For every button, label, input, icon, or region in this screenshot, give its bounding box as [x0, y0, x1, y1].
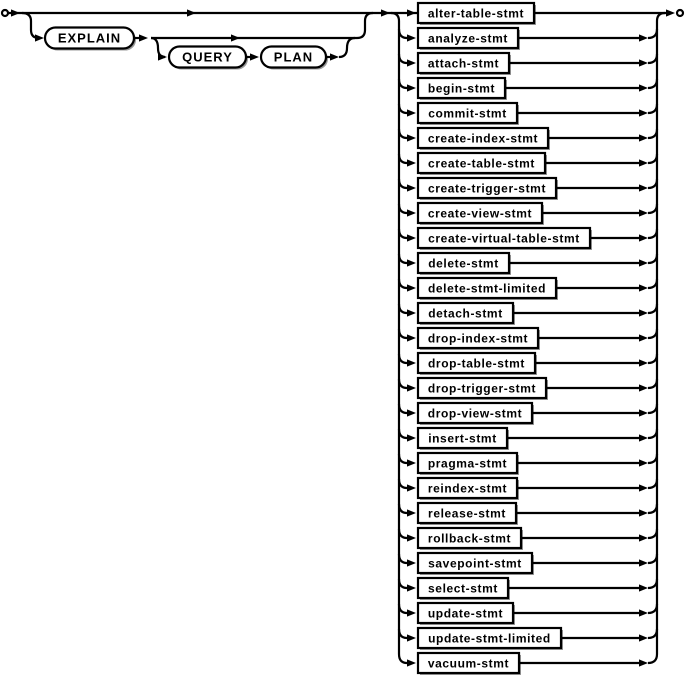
arrow-icon [407, 34, 416, 41]
row-merge-line [648, 229, 657, 238]
nonterminal-label[interactable]: pragma-stmt [427, 456, 508, 471]
row-merge-line [648, 354, 657, 363]
row-branch-line [399, 304, 407, 313]
arrow-icon [407, 609, 416, 616]
nonterminal-drop-trigger-stmt[interactable] [418, 378, 548, 400]
row-merge-line [648, 504, 657, 513]
row-branch-line [399, 529, 407, 538]
nonterminal-label[interactable]: update-stmt [427, 606, 504, 621]
nonterminal-label[interactable]: vacuum-stmt [427, 656, 510, 671]
arrow-icon [381, 9, 390, 16]
terminal-label-query: QUERY [182, 49, 233, 65]
terminal-query [169, 47, 248, 70]
arrow-icon [639, 384, 648, 391]
terminal-plan [261, 47, 328, 70]
nonterminal-label[interactable]: commit-stmt [428, 106, 507, 121]
row-branch-line [399, 429, 407, 438]
terminal-explain [45, 28, 136, 51]
row-merge-line [648, 554, 657, 563]
row-merge-line [648, 79, 657, 88]
nonterminal-alter-table-stmt[interactable] [418, 3, 536, 25]
nonterminal-label[interactable]: savepoint-stmt [428, 556, 522, 571]
nonterminal-update-stmt[interactable] [418, 603, 515, 625]
row-branch-line [399, 654, 407, 663]
arrow-icon [407, 484, 416, 491]
arrow-icon [407, 309, 416, 316]
nonterminal-label[interactable]: analyze-stmt [428, 31, 508, 46]
row-merge-line [648, 129, 657, 138]
row-branch-line [399, 279, 407, 288]
arrow-icon [407, 659, 416, 666]
arrow-icon [639, 59, 648, 66]
nonterminal-attach-stmt[interactable] [418, 53, 511, 75]
arrow-icon [639, 184, 648, 191]
row-merge-line [648, 529, 657, 538]
right-collector-corner [657, 13, 665, 21]
arrow-icon [639, 359, 648, 366]
nonterminal-delete-stmt[interactable] [418, 253, 511, 275]
row-branch-line [399, 129, 407, 138]
row-branch-line [399, 229, 407, 238]
terminal-label-plan: PLAN [273, 49, 314, 65]
nonterminal-commit-stmt[interactable] [418, 103, 519, 125]
nonterminal-label[interactable]: drop-table-stmt [428, 356, 525, 371]
row-merge-line [648, 104, 657, 113]
nonterminal-label[interactable]: begin-stmt [427, 81, 496, 96]
row-branch-line [399, 354, 407, 363]
row-merge-line [648, 154, 657, 163]
arrow-icon [407, 284, 416, 291]
row-branch-line [399, 579, 407, 588]
arrow-icon [407, 334, 416, 341]
arrow-icon [407, 434, 416, 441]
arrow-icon [639, 309, 648, 316]
arrow-icon [407, 159, 416, 166]
arrow-icon [139, 34, 148, 41]
arrow-icon [639, 259, 648, 266]
row-branch-line [399, 54, 407, 63]
row-branch-line [399, 204, 407, 213]
arrow-icon [639, 34, 648, 41]
arrow-icon [11, 9, 20, 16]
row-branch-line [399, 404, 407, 413]
nonterminal-label[interactable]: create-virtual-table-stmt [428, 231, 580, 246]
arrow-icon [407, 459, 416, 466]
nonterminal-pragma-stmt[interactable] [418, 453, 519, 475]
row-branch-line [399, 454, 407, 463]
nonterminal-label[interactable]: detach-stmt [428, 306, 503, 321]
start-terminal-icon [2, 10, 8, 16]
explain-branch-line [22, 13, 39, 38]
arrow-icon [639, 159, 648, 166]
end-terminal-icon [677, 10, 683, 16]
row-merge-line [648, 629, 657, 638]
row-branch-line [399, 154, 407, 163]
arrow-icon [407, 234, 416, 241]
nonterminal-label[interactable]: reindex-stmt [427, 481, 508, 496]
nonterminal-create-index-stmt[interactable] [418, 128, 550, 150]
arrow-icon [639, 459, 648, 466]
arrow-icon [407, 534, 416, 541]
arrow-icon [407, 509, 416, 516]
row-merge-line [648, 304, 657, 313]
arrow-icon [407, 84, 416, 91]
row-branch-line [399, 79, 407, 88]
row-branch-line [399, 629, 407, 638]
row-branch-line [399, 479, 407, 488]
nonterminal-create-view-stmt[interactable] [418, 203, 544, 225]
arrow-icon [407, 9, 416, 16]
row-merge-line [648, 429, 657, 438]
nonterminal-label[interactable]: rollback-stmt [427, 531, 512, 546]
arrow-icon [407, 59, 416, 66]
nonterminal-label[interactable]: drop-trigger-stmt [427, 381, 537, 396]
nonterminal-select-stmt[interactable] [418, 578, 510, 600]
nonterminal-label[interactable]: create-table-stmt [428, 156, 535, 171]
arrow-icon [407, 584, 416, 591]
arrow-icon [231, 34, 240, 41]
nonterminal-drop-view-stmt[interactable] [418, 403, 534, 425]
row-branch-line [399, 329, 407, 338]
arrow-icon [639, 109, 648, 116]
arrow-icon [639, 609, 648, 616]
row-branch-line [399, 254, 407, 263]
arrow-icon [250, 53, 259, 60]
arrow-icon [639, 484, 648, 491]
nonterminal-rollback-stmt[interactable] [418, 528, 523, 550]
arrow-icon [407, 409, 416, 416]
nonterminal-vacuum-stmt[interactable] [418, 653, 521, 675]
nonterminal-label[interactable]: drop-index-stmt [427, 331, 529, 346]
row-merge-line [648, 579, 657, 588]
row-branch-line [399, 554, 407, 563]
row-merge-line [648, 54, 657, 63]
nonterminal-delete-stmt-limited[interactable] [418, 278, 558, 300]
nonterminal-label[interactable]: create-view-stmt [427, 206, 533, 221]
arrow-icon [407, 209, 416, 216]
nonterminal-create-virtual-table-stmt[interactable] [418, 228, 592, 250]
nonterminal-release-stmt[interactable] [418, 503, 518, 525]
arrow-icon [187, 9, 196, 16]
row-merge-line [648, 329, 657, 338]
nonterminal-detach-stmt[interactable] [418, 303, 515, 325]
row-merge-line [648, 279, 657, 288]
row-merge-line [648, 379, 657, 388]
row-branch-line [399, 604, 407, 613]
row-branch-line [399, 104, 407, 113]
nonterminal-label[interactable]: release-stmt [428, 506, 506, 521]
nonterminal-reindex-stmt[interactable] [418, 478, 519, 500]
arrow-icon [639, 559, 648, 566]
arrow-icon [330, 53, 339, 60]
arrow-icon [35, 34, 44, 41]
arrow-icon [407, 559, 416, 566]
row-merge-line [648, 604, 657, 613]
arrow-icon [639, 334, 648, 341]
arrow-icon [407, 109, 416, 116]
arrow-icon [639, 84, 648, 91]
row-merge-line [648, 254, 657, 263]
nonterminal-create-trigger-stmt[interactable] [418, 178, 558, 200]
row-merge-line [648, 204, 657, 213]
nonterminal-begin-stmt[interactable] [418, 78, 507, 100]
nonterminal-label[interactable]: update-stmt-limited [428, 631, 551, 646]
arrow-icon [639, 134, 648, 141]
nonterminal-label[interactable]: drop-view-stmt [427, 406, 523, 421]
row-merge-line [648, 454, 657, 463]
nonterminal-drop-table-stmt[interactable] [418, 353, 537, 375]
arrow-icon [639, 409, 648, 416]
arrow-icon [666, 9, 675, 16]
arrow-icon [639, 234, 648, 241]
arrow-icon [639, 509, 648, 516]
nonterminal-drop-index-stmt[interactable] [418, 328, 540, 350]
arrow-icon [639, 209, 648, 216]
arrow-icon [639, 284, 648, 291]
row-branch-line [399, 179, 407, 188]
nonterminal-label[interactable]: attach-stmt [427, 56, 500, 71]
row-merge-line [648, 479, 657, 488]
nonterminal-label[interactable]: delete-stmt-limited [427, 281, 547, 296]
arrow-icon [639, 434, 648, 441]
nonterminal-savepoint-stmt[interactable] [418, 553, 534, 575]
arrow-icon [407, 134, 416, 141]
explain-rejoin-line [357, 13, 373, 38]
row-merge-line [648, 404, 657, 413]
nonterminal-label[interactable]: alter-table-stmt [427, 6, 525, 21]
row-merge-line [648, 179, 657, 188]
row-branch-line [399, 379, 407, 388]
arrow-icon [407, 384, 416, 391]
nonterminal-label[interactable]: select-stmt [428, 581, 498, 596]
arrow-icon [407, 359, 416, 366]
arrow-icon [407, 184, 416, 191]
row-branch-line [399, 504, 407, 513]
nonterminal-label[interactable]: create-index-stmt [427, 131, 539, 146]
nonterminal-create-table-stmt[interactable] [418, 153, 547, 175]
arrow-icon [639, 584, 648, 591]
row-branch-line [399, 29, 407, 38]
nonterminal-analyze-stmt[interactable] [418, 28, 520, 50]
arrow-icon [639, 534, 648, 541]
arrow-icon [158, 53, 167, 60]
row-merge-line [648, 29, 657, 38]
arrow-icon [639, 659, 648, 666]
arrow-icon [639, 634, 648, 641]
nonterminal-label[interactable]: insert-stmt [428, 431, 497, 446]
arrow-icon [407, 634, 416, 641]
nonterminal-label[interactable]: delete-stmt [428, 256, 499, 271]
nonterminal-label[interactable]: create-trigger-stmt [427, 181, 547, 196]
left-collector-corner [391, 13, 399, 21]
query-plan-rejoin-line [339, 38, 355, 57]
terminal-label-explain: EXPLAIN [57, 30, 122, 46]
row-merge-line [648, 654, 657, 663]
nonterminal-update-stmt-limited[interactable] [418, 628, 563, 650]
arrow-icon [407, 259, 416, 266]
nonterminal-insert-stmt[interactable] [418, 428, 509, 450]
